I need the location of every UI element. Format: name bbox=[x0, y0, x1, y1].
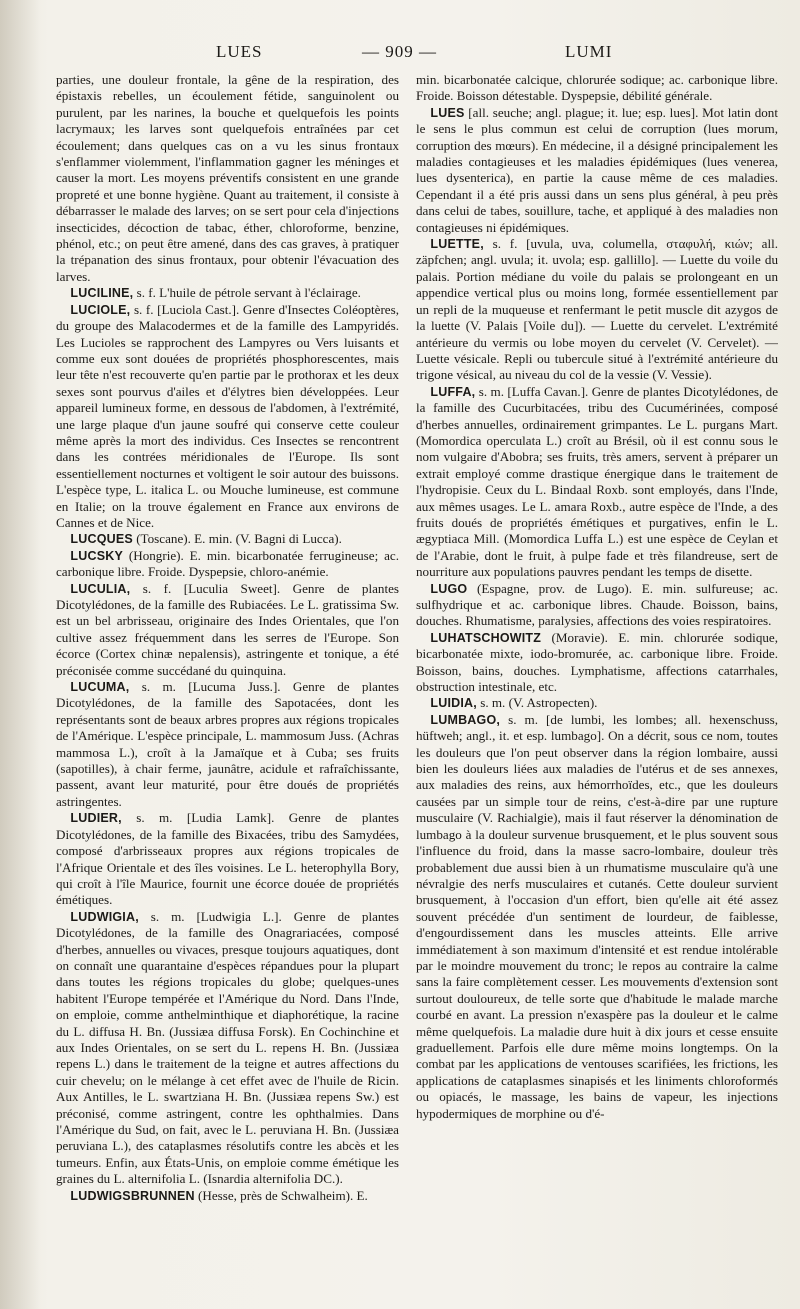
entry-text: s. m. [Luffa Cavan.]. Genre de plantes Dicotylédones, de la famille des Cucurbitacées, tribu des Cucumérinées, composé d'herbes annuelles, ordinairement grimpantes. Le L. purgans Mart. (Momordica operculata L.) croît au Brésil, où il est connu sous le nom vulgaire d'Abobra; ses fruits, très amers, servent à préparer un extrait employé comme drastique énergique dans le traitement de l'hydropisie. Ceux du L. Bindaal Roxb. sont employés, dans l'Inde, aux mêmes usages. Le L. amara Roxb., autre espèce de l'Inde, a des fruits doués de propriétés émétiques et purgatives, enfin le L. ægyptiaca Mill. (Momordica Luffa L.) est une espèce de Ceylan et de l'Arabie, dont le fruit, à pulpe fade et très filandreuse, sert de nourriture aux populations pauvres pendant les temps de disette. bbox=[416, 383, 778, 580]
entry-text: min. bicarbonatée calcique, chlorurée sodique; ac. carbonique libre. Froide. Boisson détestable. Dyspepsie, débilité générale. bbox=[416, 72, 778, 104]
entry-headword: LUCSKY bbox=[70, 548, 123, 563]
entry-headword: LUHATSCHOWITZ bbox=[430, 630, 542, 645]
dictionary-entry bbox=[416, 695, 778, 711]
entry-text: s. f. [Luciola Cast.]. Genre d'Insectes Coléoptères, du groupe des Malacodermes et de la famille des Lampyridés. Les Lucioles se rapprochent des Lampyres ou Vers luisants et comme eux sont douées de propriétés phosphorescentes, mais leur tête n'est recouverte qu'en partie par le prothorax et les deux sexes sont pourvus d'ailes et d'élytres bien développées. Leur appareil lumineux forme, en dessous de l'abdomen, à l'extrémité, une large plaque d'un jaune soufré qui conserve cette couleur même après la mort des individus. Ces Insectes se rencontrent dans les contrées méridionales de l'Europe. Ils sont essentiellement nocturnes et voltigent le soir autour des buissons. L'espèce type, L. italica L. ou Mouche lumineuse, est commune en Italie; on la trouve également en France aux environs de Cannes et de Nice. bbox=[56, 301, 399, 530]
binding-shadow bbox=[0, 0, 40, 1309]
entry-headword: LUDWIGIA, bbox=[70, 909, 139, 924]
entry-text: s. m. (V. Astropecten). bbox=[476, 695, 598, 711]
dictionary-entry bbox=[56, 679, 399, 810]
entry-headword: LUDWIGSBRUNNEN bbox=[70, 1188, 195, 1203]
entry-headword: LUETTE, bbox=[430, 237, 484, 252]
entry-text: (Hongrie). E. min. bicarbonatée ferrugineuse; ac. carbonique libre. Froide. Dyspepsie, chloro-anémie. bbox=[56, 547, 399, 580]
entry-headword: LUFFA, bbox=[430, 384, 476, 399]
entry-text: s. m. [Lucuma Juss.]. Genre de plantes Dicotylédones, de la famille des Sapotacées, dont les représentants sont de beaux arbres propres aux régions tropicales de l'Amérique. L'espèce principale, L. mammosum Juss. (Achras mammosa L.), croît à la Jamaïque et à Cuba; ses fruits (sapotilles), à chair ferme, jaunâtre, acidule et rafraîchissante, passent, avant leur maturité, pour être doués de propriétés astringentes. bbox=[56, 679, 399, 809]
entry-headword: LUDIER, bbox=[70, 811, 122, 826]
dictionary-entry bbox=[416, 105, 778, 236]
entry-text: s. f. L'huile de pétrole servant à l'éclairage. bbox=[133, 285, 361, 301]
dictionary-entry bbox=[416, 581, 778, 630]
entry-headword: LUMBAGO, bbox=[430, 712, 501, 727]
entry-text: s. m. [Ludwigia L.]. Genre de plantes Dicotylédones, de la famille des Onagrariacées, composé d'herbes, annuelles ou vivaces, presque toujours aquatiques, dont on connaît une quarantaine d'espèces répandues pour la plupart dans toutes les régions tropicales du globe; quelques-unes habitent l'Europe tempérée et l'Amérique du Nord. Dans l'Inde, on emploie, comme anthelminthique et diaphorétique, la racine du L. diffusa H. Bn. (Jussiæa diffusa Forsk). En Cochinchine et aux Indes Orientales, on se sert du L. repens H. Bn. (Jussiæa repens L.) dans le traitement de la teigne et autres affections du cuir chevelu; on le mélange à cet effet avec de l'huile de Ricin. Aux Antilles, le L. swartziana H. Bn. (Jussiæa repens Sw.) est préconisé, comme astringent, contre les ophthalmies. Dans l'Amérique du Sud, on fait, avec le L. peruviana H. Bn. (Jussiæa peruviana L.), des cataplasmes résolutifs contre les abcès et les tumeurs. Enfin, aux États-Unis, on emploie comme émétique les graines du L. alternifolia L. (Isnardia alternifolia DC.). bbox=[56, 908, 399, 1187]
dictionary-entry bbox=[56, 72, 399, 285]
entry-headword: LUGO bbox=[430, 581, 468, 596]
dictionary-entry bbox=[416, 72, 778, 105]
entry-text: (Toscane). E. min. (V. Bagni di Lucca). bbox=[132, 531, 342, 547]
entry-headword: LUCULIA, bbox=[70, 581, 131, 596]
entry-text: s. f. [uvula, uva, columella, σταφυλή, κιών; all. zäpfchen; angl. uvula; it. uvola; esp. gallillo]. — Luette du voile du palais. Portion médiane du voile du palais se prolongeant en un appendice vertical plus ou moins long, formée essentiellement par un repli de la muqueuse et renfermant le petit muscle dit azygos de la luette (V. Palais [Voile du]). — Luette du cervelet. L'extrémité antérieure du vermis ou lobe moyen du cervelet (V. Cervelet). — Luette vésicale. Repli ou tubercule situé à l'extrémité antérieure du trigone vésical, au niveau du col de la vessie (V. Vessie). bbox=[416, 236, 778, 383]
entry-text: s. m. [Ludia Lamk]. Genre de plantes Dicotylédones, de la famille des Bixacées, tribu des Samydées, composé d'arbrisseaux propres aux régions tropicales de l'Afrique Orientale et des îles voisines. Le L. heterophylla Bory, qui croît à l'île Maurice, fournit une écorce douée de propriétés émétiques. bbox=[56, 810, 399, 908]
dictionary-entry bbox=[416, 236, 778, 384]
dictionary-entry bbox=[56, 909, 399, 1188]
entry-text: parties, une douleur frontale, la gêne de la respiration, des épistaxis rebelles, un écoulement fétide, sanguinolent ou purulent, par les narines, la bouche et quelquefois les points lacrymaux; les larves sont quelquefois entraînées par cet écoulement; dans quelques cas on a vu les sinus frontaux s'enflammer violemment, l'inflammation gagner les méninges et causer la mort. Les moyens préventifs consistent en une grande propreté et une bonne hygiène. Quant au traitement, il consiste à débarrasser le malade des larves; on se sert pour cela d'injections insecticides, décoction de tabac, éther, chloroforme, benzine, phénol, etc.; on peut être amené, dans des cas graves, à pratiquer la trépanation des sinus frontaux, pour obtenir l'évacuation des larves. bbox=[56, 72, 399, 284]
entry-headword: LUCILINE, bbox=[70, 286, 134, 301]
dictionary-entry bbox=[56, 581, 399, 679]
page-header bbox=[0, 36, 800, 66]
dictionary-entry bbox=[56, 302, 399, 532]
dictionary-entry bbox=[416, 630, 778, 696]
dictionary-entry bbox=[56, 1188, 399, 1204]
dictionary-entry bbox=[416, 384, 778, 581]
dictionary-entry bbox=[56, 810, 399, 908]
entry-headword: LUCUMA, bbox=[70, 680, 130, 695]
dictionary-entry bbox=[56, 285, 399, 301]
entry-headword: LUCQUES bbox=[70, 532, 133, 547]
entry-headword: LUCIOLE, bbox=[70, 302, 131, 317]
dictionary-entry bbox=[56, 548, 399, 581]
left-column bbox=[56, 72, 399, 1269]
dictionary-entry bbox=[56, 531, 399, 547]
right-column bbox=[416, 72, 778, 1269]
entry-text: (Hesse, près de Schwalheim). E. bbox=[194, 1187, 368, 1203]
entry-headword: LUIDIA, bbox=[430, 696, 477, 711]
page-number: — 909 — bbox=[362, 42, 437, 61]
dictionary-entry bbox=[416, 712, 778, 1122]
entry-text: s. m. [de lumbi, les lombes; all. hexenschuss, hüftweh; angl., it. et esp. lumbago]. On a décrit, sous ce nom, toutes les douleurs que l'on peut observer dans la région lombaire, aussi bien les douleurs liées aux maladies de l'utérus et de ses annexes, aux maladies des reins, aux hémorrhoïdes, etc., que les douleurs causées par un simple tour de reins, c'est-à-dire par une rupture musculaire (V. Rachialgie), mais il faut réserver la dénomination de lumbago à la douleur survenue brusquement, et le plus souvent sous l'influence du froid, dans la masse sacro-lombaire, douleur très probablement due aussi bien à un rhumatisme musculaire qu'à une névralgie des nerfs musculaires et cutanés. Cette douleur survient brusquement, à l'occasion d'un effort, bien qu'elle ait été assez souvent précédée d'un sentiment de lourdeur, de faiblesse, d'engourdissement dans les muscles atteints. Elle arrive immédiatement à son maximum d'intensité et est rendue intolérable par le moindre mouvement du tronc; le repos au contraire la calme sans la faire complètement cesser. Les mouvements d'extension sont surtout douloureux, de telle sorte que d'habitude le malade marche courbé en avant. La pression n'exaspère pas la douleur et le calme même quelquefois. La maladie dure huit à dix jours et cesse ensuite graduellement. Parfois elle dure même moins longtemps. On la combat par les applications de ventouses scarifiées, les frictions, les applications de cataplasmes sinapisés et les liniments chloroformés ou opiacés, le massage, les bains de vapeur, les injections hypodermiques de morphine ou d'é- bbox=[416, 711, 778, 1121]
entry-text: s. f. [Luculia Sweet]. Genre de plantes Dicotylédones, de la famille des Rubiacées. Le L. gratissima Sw. est un bel arbrisseau, originaire des Indes Orientales, que l'on cultive assez fréquemment dans les serres de l'Europe. Son écorce (Cortex chinæ nepalensis), astringente et tonique, a été préconisée comme succédané du quinquina. bbox=[56, 580, 399, 678]
header-left-word: LUES bbox=[216, 42, 263, 61]
entry-text: (Moravie). E. min. chlorurée sodique, bicarbonatée mixte, iodo-bromurée, ac. carbonique libre. Froide. Boisson, bains, douches. Lymphatisme, affections catarrhales, obstruction intestinale, etc. bbox=[416, 629, 778, 695]
entry-text: [all. seuche; angl. plague; it. lue; esp. lues]. Mot latin dont le sens le plus commun est celui de corruption (lues morum, corruption des mœurs). En médecine, il a désigné principalement les maladies contagieuses et les maladies épidémiques (lues venerea, lues dysenterica), en partie la cause même de ces maladies. Cependant il a été pris aussi dans un sens plus général, à peu près dans celui de tabes, souillure, tache, et appliqué à des maladies non contagieuses ni épidémiques. bbox=[416, 104, 778, 235]
entry-text: (Espagne, prov. de Lugo). E. min. sulfureuse; ac. sulfhydrique et ac. carbonique libres. Chaude. Boisson, bains, douches. Rhumatisme, paralysies, affections des voies respiratoires. bbox=[416, 580, 778, 629]
entry-headword: LUES bbox=[430, 105, 465, 120]
header-right-word: LUMI bbox=[565, 42, 613, 61]
